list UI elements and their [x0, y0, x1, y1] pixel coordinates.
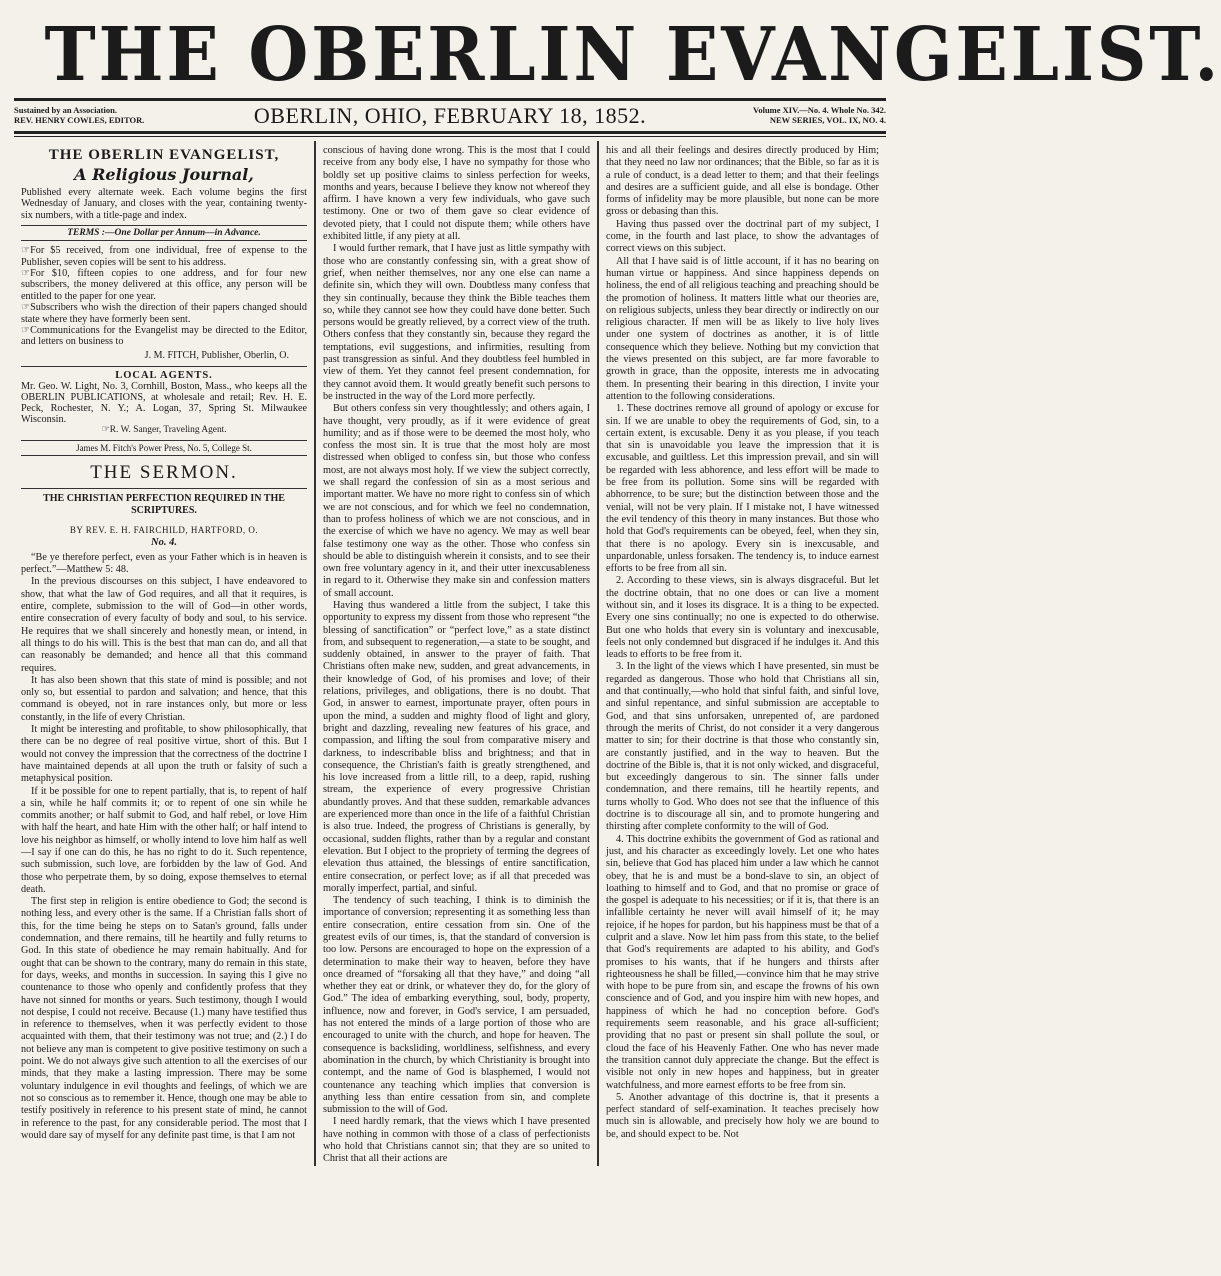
paragraph: All that I have said is of little account, if it has no bearing on human virtue or happiness. And since happiness depends on holiness, the end of all religious teaching and preaching should be the promotion of holiness. It matters little what our theories are, on religious subjects, unless they bear directly or indirectly on our religious character. If men will be as likely to live holy lives under one system of doctrines as another, it is of little consequence which they believe. Nothing but my conviction that the views presented on this subject, are far more favorable to growth in grace, than the opposite, interests me in advocating them. In presenting their bearing in this direction, I invite your attention to the following considerations. [606, 255, 879, 402]
dateline-rule-thin [14, 136, 886, 137]
masthead-title: THE OBERLIN EVANGELIST. [44, 12, 1221, 98]
dateline-right [686, 106, 886, 126]
column-3 [597, 141, 886, 1166]
paragraph: If it be possible for one to repent partially, that is, to repent of half a sin, while he half commits it; or to repent of one sin while he commits another; or half submit to God, and half rebel, or love Him with half the heart, and hate Him with the other half; or half intend to love his neighbor as himself, or wholly intend to love him half as well—I say if one can do this, he has no right to do it. Such repentence, such submission, such love, are forbidden by the law of God. And those who perpetrate them, by so doing, expose themselves to eternal death. [21, 785, 307, 895]
paragraph: It has also been shown that this state of mind is possible; and not only so, but essential to pardon and salvation; and hence, that this command is obeyed, not in rare instances only, but more or less constantly, in the life of every Christian. [21, 674, 307, 723]
paragraph: I need hardly remark, that the views which I have presented have nothing in common with those of a class of perfectionists who hold that Christians cannot sin; that they are so united to Christ that all their actions are [323, 1116, 590, 1165]
paragraph: It might be interesting and profitable, to show philosophically, that there can be no degree of real positive virtue, short of this. But I would not convey the impression that the correctness of the doctrine I have maintained depends at all upon the truth or falsity of such a metaphysical position. [21, 724, 307, 785]
paragraph: The first step in religion is entire obedience to God; the second is nothing less, and every other is the same. If a Christian falls short of this, for the time being he steps on to Satan's ground, falls under condemnation, and there remains, till he heartily and fully returns to God. In this state of obedience he may remain habitually. And for ought that can be shown to the contrary, many do remain in this state, for days, weeks, and months in succession. In saying this I give no countenance to those who openly and confidently profess that they have not sinned for months or years. Such testimony, though I would not despise, I could not receive. Because (1.) many have testified thus in reference to themselves, when it was perfectly evident to those acquainted with them, that their testimony was not true; and (2.) I do not believe any man is competent to give positive testimony on such a point. We do not always give such attention to all the exercises of our minds, that they make a lasting impression. There may be some voluntary indulgence in evil thoughts and feelings, of which we are not so conscious as to remember it. Hence, though one may be able to testify positively in reference to his present state of mind, he cannot in reference to the past, for any considerable period. The most that I would dare say of myself for any definite past time, is that I am not [21, 896, 307, 1141]
column-1 [14, 141, 314, 1166]
paragraph: his and all their feelings and desires directly produced by Him; that they need no law nor ordinances; that the Bible, so far as it is a rule of conduct, is a dead letter to them; and that their feelings and desires are a sufficient guide, and all else is bondage. Other forms of infidelity may be more plausible, but none can be more gross or debasing than this. [606, 145, 879, 218]
column-2 [314, 141, 597, 1166]
paragraph: But others confess sin very thoughtlessly; and others again, I have thought, very proudly, as if it were evidence of great humility; and as if those were to be deemed the most holy, who confess the most sin. It is true that the most holy are most distressed when obliged to confess sin, but those who confess most, are not always most holy. If we view the subject correctly, we shall regard the confession of sin as a most serious and important matter. We have no more right to confess sin of which we are not conscious, and for which we feel no condemnation, than to profess holiness of which we are not conscious, and in the exercise of which we have no agency. We may as well bear false testimony one way as the other. Those who confess sin should be able to distinguish wherein it consists, and to see their own free voluntary agency in it, and their utter inexcusableness in regard to it. Otherwise they make sin and confession matters of small account. [323, 403, 590, 599]
notice: ☞Communications for the Evangelist may be directed to the Editor, and letters on business to [21, 325, 307, 348]
paragraph: 1. These doctrines remove all ground of apology or excuse for sin. If we are unable to obey the requirements of God, sin, to a certain extent, is excusable. Deny it as you please, if you teach that sin is unavoidable you leave the impression that it is excusable, and guiltless. Let this impression prevail, and sin will be regarded with less abhorence, and less effort will be made to be free from its pollution. Some sins will be regarded with abhorrence, to be sure; but the distinction between those and the venial, will not be very plain. If I mistake not, I have witnessed the evil tendency of this theory in many instances. But those who hold that God's requirements can be obeyed, feel, when they sin, that there is no apology. Every sin is inexcusable, and unpardonable, unless forsaken. The tendency is, to induce earnest efforts to be free from all sin. [606, 403, 879, 575]
sermon-title: THE CHRISTIAN PERFECTION REQUIRED IN THE SCRIPTURES. [21, 488, 307, 517]
terms: TERMS :—One Dollar per Annum—in Advance. [21, 225, 307, 241]
agents-list: Mr. Geo. W. Light, No. 3, Cornhill, Boston, Mass., who keeps all the OBERLIN PUBLICATIONS, at wholesale and retail; Rev. H. E. Peck, Rochester, N. Y.; A. Logan, 37, Spring St. Milwaukee Wisconsin. [21, 380, 307, 425]
paragraph: conscious of having done wrong. This is the most that I could receive from any body else, I have no sympathy for those who boldly set up positive claims to sinless perfection for weeks, months and years, because I believe they know not whereof they affirm. I have known a very few individuals, who gave such testimony. One or two of them gave so clear evidence of devoted piety, that I could not dispute them; while others have exhibited little, if any piety at all. [323, 145, 590, 243]
paper-title: THE OBERLIN EVANGELIST, [48, 147, 280, 163]
paragraph: 2. According to these views, sin is always disgraceful. But let the doctrine obtain, that no one does or can live a moment without sin, and it loses its disgrace. It is a thing to be expected. Every one sins continually; no one is expected to do otherwise. But one who holds that every sin is voluntary and inexcusable, feels not only condemned but disgraced if he indulges it. And this leads to efforts to be free from it. [606, 575, 879, 661]
editor-line: REV. HENRY COWLES, EDITOR. [14, 115, 145, 125]
paragraph: 3. In the light of the views which I have presented, sin must be regarded as dangerous. Those who hold that Christians all sin, and that continually,—who hold that sinful faith, and sinful love, and sinful repentance, and sinful submission are acceptable to God, and that sins unforsaken, unrepented of, are pardoned through the merits of Christ, do not consider it a very dangerous matter to sin; for their doctrine is that those who constantly sin, are constantly justified, and in the way to heaven. But the doctrine of the Bible is, that it is not only wicked, and disgraceful, but exceedingly dangerous to sin. The sinner falls under condemnation, and there remains, till he heartily repents, and turns wholly to God. Who does not see that the influence of this doctrine is to discourage all sin, and to promote hungering and thirsting after complete conformity to the will of God. [606, 661, 879, 833]
publisher: J. M. FITCH, Publisher, Oberlin, O. [144, 349, 289, 361]
sermon-number: No. 4. [151, 536, 177, 548]
paragraph: Having thus wandered a little from the subject, I take this opportunity to express my dissent from those who represent “the blessing of sanctification” or “perfect love,” as a state distinct from, and subsequent to regeneration,—a state to be sought, and suddenly obtained, in answer to the prayer of faith. That Christians often make new, sudden, and great advancements, in their knowledge of God, of his promises and love; of their relations, privileges, and obligations, there is no doubt. That God, in answer to earnest, importunate prayer, often pours in upon the mind, a sudden and mighty flood of light and glory, bright and dazzling, revealing new features of his grace, and compassion, and lifting the soul from comparative misery and darkness, to indescribable bliss and brightness; and that in consequence, the Christian's faith is greatly strengthened, and his love increased from a little rill, to a deep, rapid, rushing stream, the experience of every progressive Christian abundantly proves. And that these sudden, remarkable advances are experienced more than once in the life of a faithful Christian is also true. Indeed, the progress of Christians is generally, by occasional, sudden flights, rather than by a regular and constant elevation. But I object to the propriety of terming the degrees of elevation thus attained, the blessings of entire sanctification, entire consecration, or perfect love; as if all that preceded was morally imperfect, partial, and sinful. [323, 599, 590, 894]
dateline [14, 101, 886, 131]
local-agents-heading: LOCAL AGENTS. [21, 366, 307, 381]
series-line: NEW SERIES, VOL. IX, NO. 4. [769, 115, 886, 125]
notice: ☞For $5 received, from one individual, free of expense to the Publisher, seven copies will be sent to his address. [21, 245, 307, 268]
paragraph: I would further remark, that I have just as little sympathy with those who are constantly confessing sin, with a great show of grief, when neither themselves, nor any one else can name a definite sin, which they will own. Doubtless many confess that they sin continually, because they think the Bible teaches them so, while they cannot see how they could have done better. Such persons would be greatly relieved, by a correct view of the truth. Others confess that they constantly sin, because they regard the temptations, evil suggestions, and infirmities, resulting from past transgression as sinful. And they doubtless feel humbled in view of them. Yet they cannot feel present condemnation, for they cannot avoid them. It would greatly benefit such persons to be instructed in the way of the Lord more perfectly. [323, 243, 590, 402]
notice: ☞Subscribers who wish the direction of their papers changed should state where they have formerly been sent. [21, 302, 307, 325]
paragraph: 4. This doctrine exhibits the government of God as rational and just, and his character as exceedingly lovely. Let one who hates sin, believe that God has placed him under a law which he cannot obey, that he is and must be a bond-slave to sin, an object of loathing to himself and to God, and that no promise or grace of the gospel is adequate to his necessities; or if it is, that there is an infallible certainty he never will avail himself of it; he may rejoice, if he hopes for pardon, but his happiness must be that of a culprit and a slave. Now let him pass from this state, to the belief that God's requirements are adapted to his ability, and God's promises to his wants, that if he hungers and thirsts after righteousness he shall be filled,—convince him that he may strive with hope to be pure from sin, and escape the frowns of his own conscience and of God, and you inspire him with new hopes, and happiness of which he had no conception before. God's requirements seem reasonable, and his grace all-sufficient; providing that no past or present sin shall pollute the soul, or cloud the face of his Heavenly Father. One who has never made the transition cannot duly appreciate the change. But the effect is visible not only in new hopes and happiness, but in greater watchfulness, and more earnest efforts to be free from sin. [606, 833, 879, 1091]
paragraph: Having thus passed over the doctrinal part of my subject, I come, in the fourth and last place, to show the advantages of correct views on this subject. [606, 218, 879, 255]
volume-line: Volume XIV.—No. 4. Whole No. 342. [752, 105, 886, 116]
paragraph: 5. Another advantage of this doctrine is, that it presents a perfect standard of self-examination. It teaches precisely how much sin is allowable, and precisely how holy we are bound to be, and should expect to be. Not [606, 1091, 879, 1140]
dateline-rule [14, 131, 886, 134]
dateline-left [14, 106, 214, 126]
traveling-agent: ☞R. W. Sanger, Traveling Agent. [101, 424, 227, 435]
sermon-heading: THE SERMON. [90, 461, 238, 483]
scripture-text: “Be ye therefore perfect, even as your Father which is in heaven is perfect.”—Matthew 5: 48. [21, 551, 307, 576]
paper-subtitle: A Religious Journal, [74, 165, 254, 184]
publication-intro: Published every alternate week. Each volume begins the first Wednesday of January, and closes with the year, containing twenty-six numbers, with a title-page and index. [21, 187, 307, 221]
association-line: Sustained by an Association. [14, 105, 117, 116]
paragraph: In the previous discourses on this subject, I have endeavored to show, that what the law of God requires, and all that it requires, is entire, complete, submission to the will of God—in other words, entire consecration of every faculty of body and soul, to his service. He requires that we shall sincerely and honestly mean, or intend, in all things to do his will. This is the best that man can do, and all that can reasonably be demanded; and hence all that this command requires. [21, 576, 307, 674]
byline: BY REV. E. H. FAIRCHILD, HARTFORD, O. [69, 524, 259, 535]
notice: ☞For $10, fifteen copies to one address, and for four new subscribers, the money delivered at this office, any person will be entitled to the paper for one year. [21, 268, 307, 302]
paragraph: The tendency of such teaching, I think is to diminish the importance of conversion; representing it as something less than entire consecration, entire cessation from sin. One of the greatest evils of our times, is, that the standard of conversion is too low. Persons are encouraged to hope on the expression of a determination to make their way to heaven, before they have once dreamed of “forsaking all that they have,” and doing “all whether they eat or drink, or whatever they do, for the glory of God.” The idea of embarking everything, soul, body, property, influence, now and forever, in God's service, I am persuaded, has not entered the minds of a large portion of those who are encouraged to unite with the church, and hope for heaven. The consequence is backsliding, worldliness, selfishness, and every abomination in the church, by which Christianity is brought into contempt, and the name of God is blasphemed, I would not countenance any teaching which implies that conversion is anything less than entire cessation from sin, and complete submission to the will of God. [323, 895, 590, 1116]
columns [14, 141, 886, 1166]
printer-line: James M. Fitch's Power Press, No. 5, College St. [21, 440, 307, 456]
dateline-center: OBERLIN, OHIO, FEBRUARY 18, 1852. [253, 103, 647, 128]
